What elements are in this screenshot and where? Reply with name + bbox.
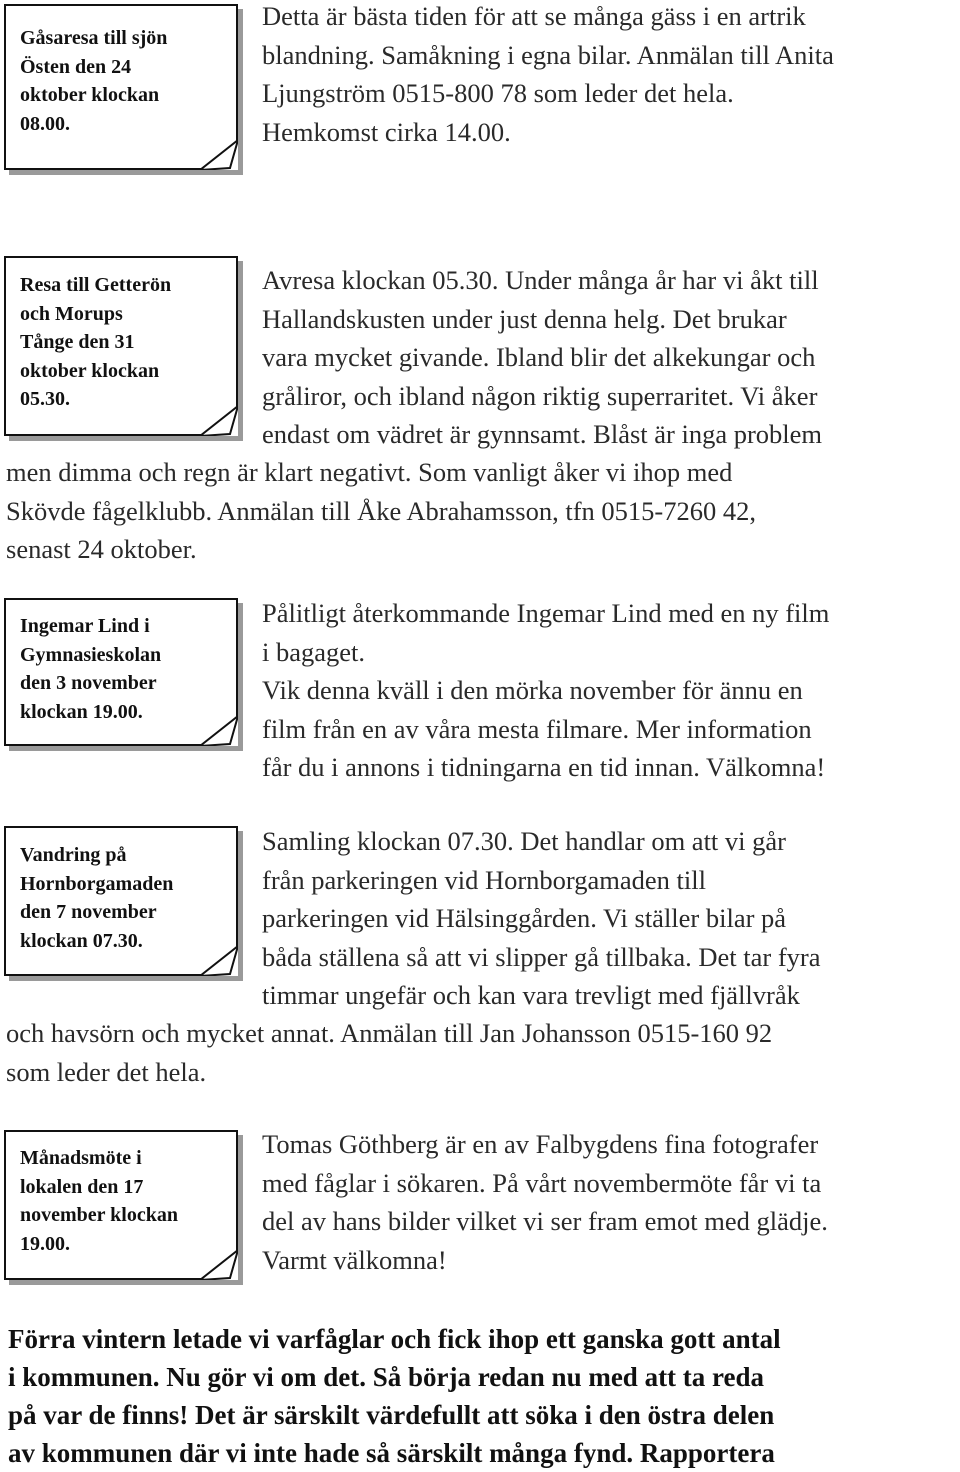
note-line: 08.00. (20, 112, 70, 135)
note-line: 05.30. (20, 388, 70, 410)
text-line: film från en av våra mesta filmare. Mer information (262, 713, 812, 744)
text-line: vara mycket givande. Ibland blir det alkekungar och (262, 342, 816, 372)
event-note-gasaresa (4, 4, 238, 170)
paragraph-varfaglar (8, 1320, 956, 1472)
page-curl-icon (200, 946, 238, 976)
page-curl-icon (200, 1250, 238, 1280)
paragraph-gasaresa (262, 0, 834, 151)
text-line: Hemkomst cirka 14.00. (262, 116, 511, 147)
text-line: senast 24 oktober. (6, 534, 197, 564)
note-line: Vandring på (20, 844, 127, 866)
note-line: Gymnasieskolan (20, 643, 162, 666)
text-line: från parkeringen vid Hornborgamaden till (262, 864, 706, 895)
paragraph-getteron-indented (262, 261, 822, 454)
paragraph-manadsmote (262, 1125, 828, 1279)
event-note-ingemar (4, 598, 238, 746)
event-note-vandring (4, 826, 238, 976)
note-line: och Morups (20, 302, 123, 325)
note-line: klockan 19.00. (20, 700, 143, 723)
note-line: den 7 november (20, 901, 157, 923)
text-line: med fåglar i sökaren. På vårt novembermöte får vi ta (262, 1167, 822, 1198)
event-note-manadsmote (4, 1130, 238, 1280)
text-line: Skövde fågelklubb. Anmälan till Åke Abrahamsson, tfn 0515-7260 42, (6, 495, 756, 526)
paragraph-ingemar (262, 594, 829, 787)
text-line: Vik denna kväll i den mörka november för ännu en (262, 675, 803, 705)
text-line: i kommunen. Nu gör vi om det. Så börja redan nu med att ta reda (8, 1362, 765, 1392)
text-line: Ljungström 0515-800 78 som leder det hela. (262, 78, 734, 108)
text-line: Pålitligt återkommande Ingemar Lind med en ny film (262, 598, 830, 628)
text-line: parkeringen vid Hälsinggården. Vi ställer bilar på (262, 903, 787, 933)
text-line: Detta är bästa tiden för att se många gäss i en artrik (262, 1, 806, 31)
text-line: Avresa klockan 05.30. Under många år har vi åkt till (262, 265, 819, 295)
text-line: får du i annons i tidningarna en tid innan. Välkomna! (262, 752, 826, 782)
note-line: Månadsmöte i (20, 1147, 142, 1169)
note-line: Resa till Getterön (20, 274, 172, 296)
text-line: på var de finns! Det är särskilt värdefullt att söka i den östra delen (8, 1400, 775, 1430)
text-line: Tomas Göthberg är en av Falbygdens fina fotografer (262, 1129, 819, 1159)
note-line: Gåsaresa till sjön (20, 27, 168, 49)
paragraph-vandring-full (6, 1014, 772, 1091)
text-line: Varmt välkomna! (262, 1244, 447, 1275)
paragraph-getteron-full (6, 453, 756, 569)
note-line: 19.00. (20, 1232, 70, 1255)
note-line: oktober klockan (20, 84, 160, 106)
page-curl-icon (200, 406, 238, 436)
text-line: endast om vädret är gynnsamt. Blåst är inga problem (262, 419, 823, 449)
note-line: Östen den 24 (20, 55, 132, 78)
note-line: oktober klockan (20, 359, 160, 382)
note-line: Ingemar Lind i (20, 615, 150, 637)
note-line: den 3 november (20, 672, 157, 694)
page-curl-icon (200, 716, 238, 746)
text-line: som leder det hela. (6, 1056, 207, 1087)
text-line: men dimma och regn är klart negativt. Som vanligt åker vi ihop med (6, 457, 733, 487)
note-line: november klockan (20, 1204, 178, 1226)
text-line: Hallandskusten under just denna helg. Det brukar (262, 303, 787, 334)
note-line: Hornborgamaden (20, 872, 174, 895)
event-note-getteron (4, 256, 238, 436)
paragraph-vandring-indented (262, 822, 821, 1015)
text-line: Förra vintern letade vi varfåglar och fick ihop ett ganska gott antal (8, 1324, 781, 1354)
text-line: i bagaget. (262, 636, 366, 667)
text-line: del av hans bilder vilket vi ser fram emot med glädje. (262, 1206, 828, 1236)
text-line: och havsörn och mycket annat. Anmälan till Jan Johansson 0515-160 92 (6, 1018, 773, 1048)
note-line: klockan 07.30. (20, 929, 143, 952)
page-curl-icon (200, 140, 238, 170)
note-line: lokalen den 17 (20, 1175, 144, 1198)
text-line: blandning. Samåkning i egna bilar. Anmälan till Anita (262, 39, 834, 70)
text-line: båda ställena så att vi slipper gå tillbaka. Det tar fyra (262, 941, 821, 972)
text-line: gråliror, och ibland någon riktig superraritet. Vi åker (262, 380, 818, 411)
note-line: Tånge den 31 (20, 331, 135, 353)
text-line: Samling klockan 07.30. Det handlar om att vi går (262, 826, 786, 856)
text-line: timmar ungefär och kan vara trevligt med fjällvråk (262, 980, 800, 1010)
text-line: av kommunen där vi inte hade så särskilt många fynd. Rapportera (8, 1438, 775, 1468)
